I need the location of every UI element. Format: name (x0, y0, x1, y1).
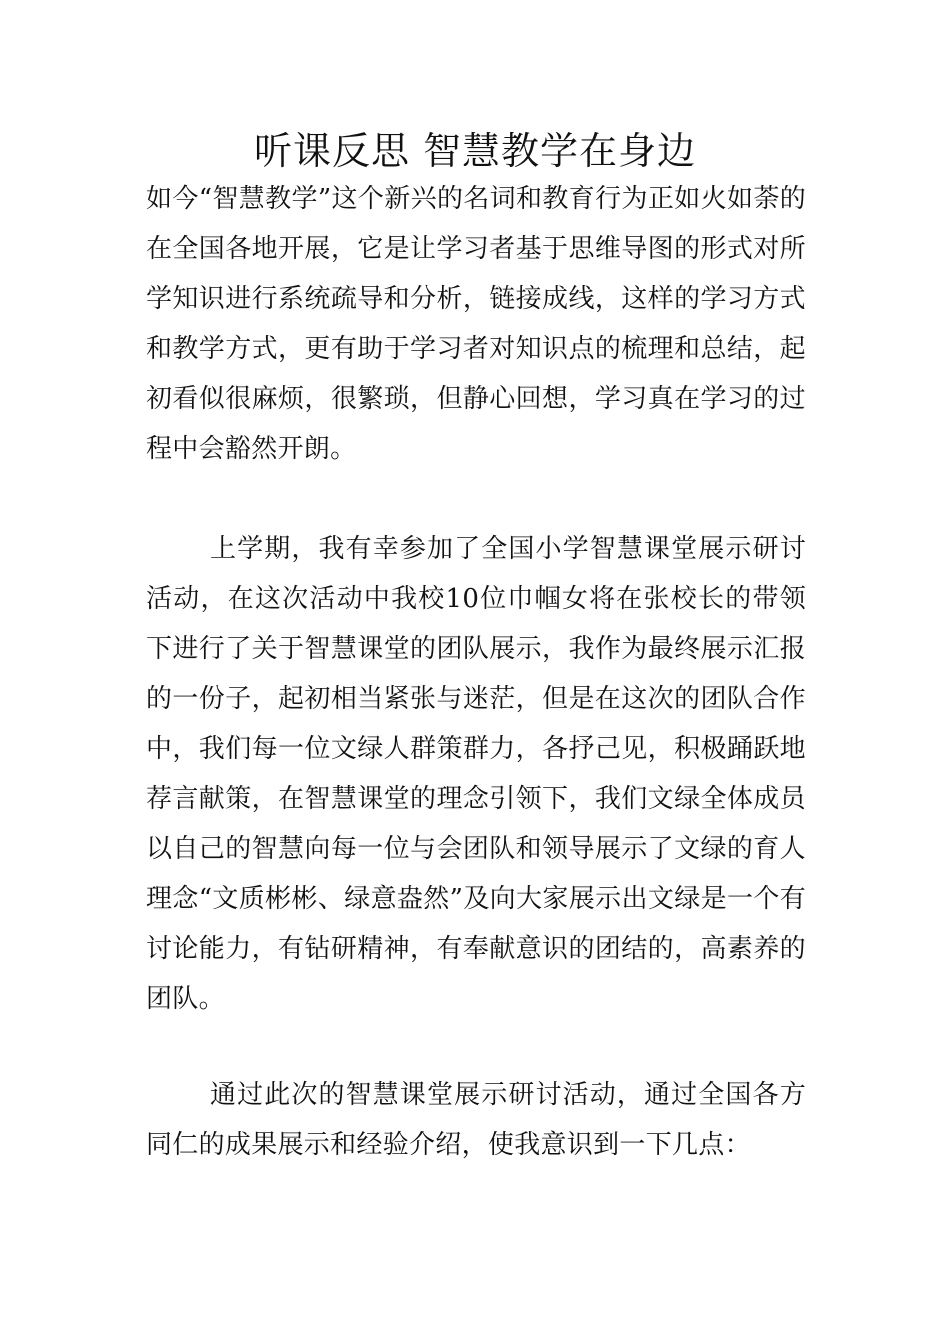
paragraph-activity: 上学期，我有幸参加了全国小学智慧课堂展示研讨活动，在这次活动中我校10位巾帼女将在张校长的带领下进行了关于智慧课堂的团队展示，我作为最终展示汇报的一份子，起初相当紧张与迷茫，但是在这次的团队合作中，我们每一位文绿人群策群力，各抒己见，积极踊跃地荐言献策，在智慧课堂的理念引领下，我们文绿全体成员以自己的智慧向每一位与会团队和领导展示了文绿的育人理念“文质彬彬、绿意盎然”及向大家展示出文绿是一个有讨论能力，有钻研精神，有奉献意识的团结的，高素养的团队。 (146, 534, 806, 1014)
document-title: 听课反思 智慧教学在身边 (253, 129, 697, 173)
paragraph-intro: 如今“智慧教学”这个新兴的名词和教育行为正如火如荼的在全国各地开展，它是让学习者基于思维导图的形式对所学知识进行系统疏导和分析，链接成线，这样的学习方式和教学方式，更有助于学习者对知识点的梳理和总结，起初看似很麻烦，很繁琐，但静心回想，学习真在学习的过程中会豁然开朗。 (146, 184, 806, 464)
paragraph-reflection: 通过此次的智慧课堂展示研讨活动，通过全国各方同仁的成果展示和经验介绍，使我意识到一下几点： (146, 1080, 806, 1160)
